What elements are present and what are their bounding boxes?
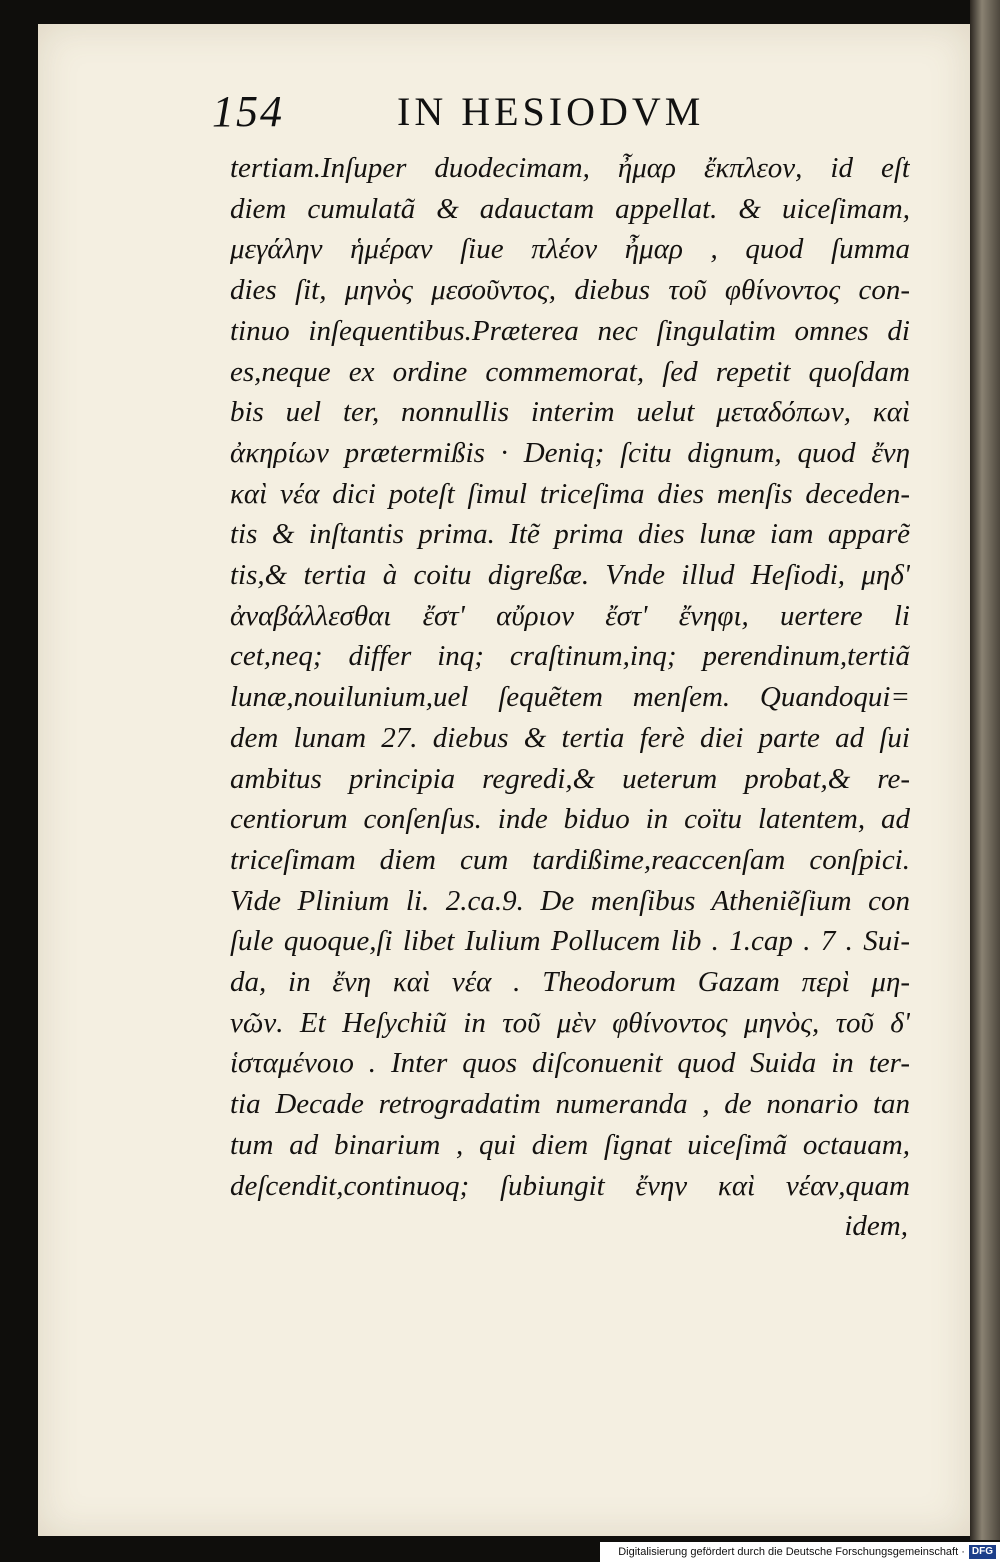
text-line: tinuo inſequentibus.Præterea nec ſingulatim omnes di	[230, 314, 910, 347]
funding-credit: Digitalisierung gefördert durch die Deutsche Forschungsgemeinschaft ·	[618, 1546, 965, 1558]
text-line: lunæ,nouilunium,uel ſequẽtem menſem. Quandoqui=	[230, 681, 910, 714]
body-text	[230, 148, 910, 1247]
book-binding-edge	[970, 0, 1000, 1540]
text-line: tis,& tertia à coitu digreßæ. Vnde illud Heſiodi, μηδ'	[230, 559, 910, 592]
running-head: IN HESIODVM	[397, 89, 705, 134]
text-line: tertiam.Inſuper duodecimam, ἦμαρ ἔκπλεον, id eſt	[230, 152, 910, 184]
text-line: dies ſit, μηνὸς μεσοῦντος, diebus τοῦ φθίνοντος con-	[230, 274, 910, 307]
text-line: ἱσταμένοιο . Inter quos diſconuenit quod Suida in ter-	[230, 1047, 910, 1080]
text-line: tia Decade retrogradatim numeranda , de nonario tan	[230, 1088, 910, 1121]
text-line: ſule quoque,ſi libet Iulium Pollucem lib . 1.cap . 7 . Sui-	[230, 925, 910, 958]
text-line: es,neque ex ordine commemorat, ſed repetit quoſdam	[230, 355, 910, 388]
text-line: ambitus principia regredi,& ueterum probat,& re-	[230, 762, 910, 795]
text-line: tum ad binarium , qui diem ſignat uiceſimã octauam,	[230, 1128, 910, 1161]
text-line: καὶ νέα dici poteſt ſimul triceſima dies menſis deceden-	[230, 477, 910, 510]
text-line: dem lunam 27. diebus & tertia ferè diei parte ad ſui	[230, 721, 910, 754]
page-header	[212, 86, 932, 142]
text-line: bis uel ter, nonnullis interim uelut μεταδόπων, καὶ	[230, 396, 910, 429]
text-line: diem cumulatã & adauctam appellat. & uiceſimam,	[230, 192, 910, 225]
text-line: centiorum conſenſus. inde biduo in coïtu latentem, ad	[230, 803, 910, 836]
text-line: μεγάλην ἡμέραν ſiue πλέον ἦμαρ , quod ſumma	[230, 233, 910, 266]
text-line: ἀναβάλλεσθαι ἔστ' αὔριον ἔστ' ἔνηφι, uertere li	[230, 599, 910, 632]
text-line: cet,neq; differ inq; craſtinum,inq; perendinum,tertiã	[230, 640, 910, 673]
text-line: ἀκηρίων prætermißis · Deniq; ſcitu dignum, quod ἔνη	[230, 436, 910, 469]
text-line: triceſimam diem cum tardißime,reaccenſam conſpici.	[230, 843, 910, 876]
text-line: νῶν. Et Heſychiũ in τοῦ μὲν φθίνοντος μηνὸς, τοῦ δ'	[230, 1006, 910, 1039]
text-line: deſcendit,continuoq; ſubiungit ἔνην καὶ νέαν,quam	[230, 1169, 910, 1202]
dfg-logo: DFG	[969, 1545, 996, 1559]
text-line: tis & inſtantis prima. Itẽ prima dies lunæ iam apparẽ	[230, 518, 910, 551]
catchword: idem,	[844, 1210, 908, 1243]
text-line: Vide Plinium li. 2.ca.9. De menſibus Atheniẽſium con	[230, 884, 910, 917]
folio-number: 154	[212, 87, 284, 136]
digitization-footer	[600, 1542, 1000, 1562]
text-line: da, in ἔνη καὶ νέα . Theodorum Gazam περὶ μη-	[230, 966, 910, 999]
